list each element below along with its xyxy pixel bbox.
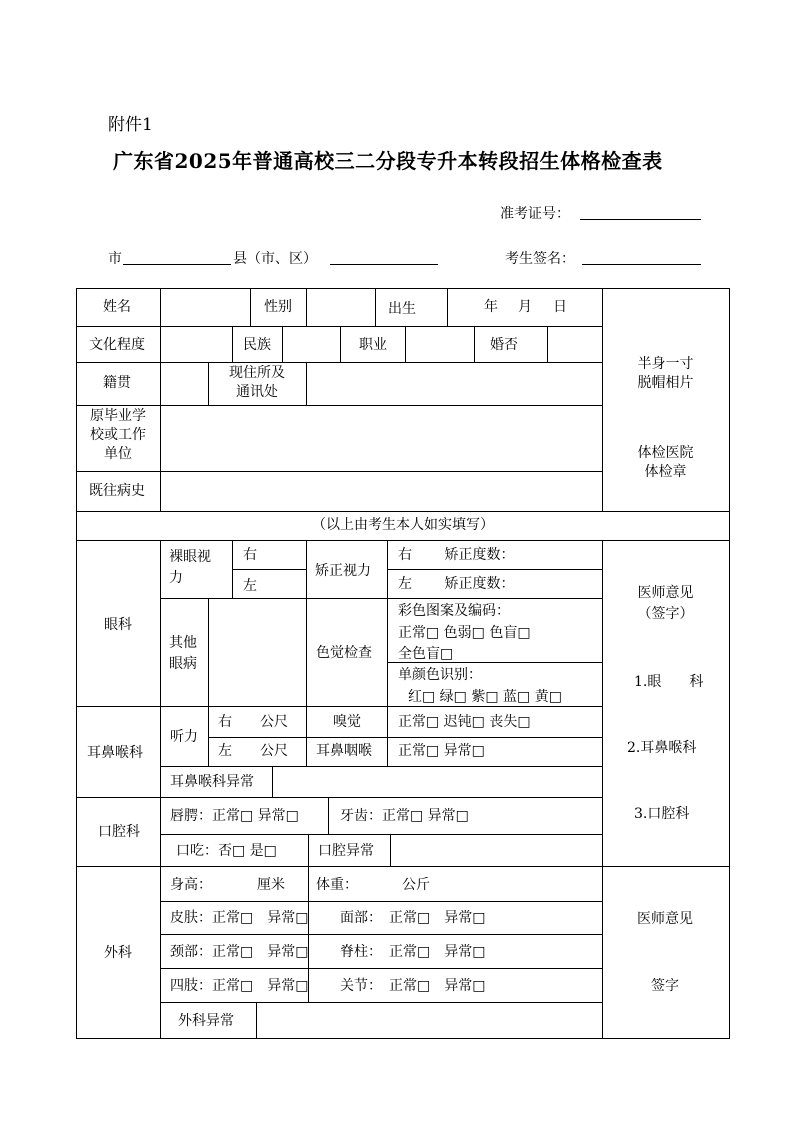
form-title: 广东省2025年普通高校三二分段专升本转段招生体格检查表 [113,149,663,173]
marital-label: 婚否 [490,337,518,353]
hearing-label: 听力 [170,729,198,745]
birth-year-label: 年 [484,299,498,315]
joints-options: 关节： 正常□ 异常□ [340,978,486,994]
ethnicity-label: 民族 [243,337,271,353]
limbs-options: 四肢：正常□ 异常□ [170,978,309,994]
throat-label: 耳鼻咽喉 [316,743,372,759]
ent-abnormal-label: 耳鼻喉科异常 [170,774,254,790]
city-field[interactable] [123,264,231,265]
exam-number-field[interactable] [580,219,701,220]
height-unit: 厘米 [257,877,285,893]
education-label: 文化程度 [89,337,145,353]
weight-unit: 公斤 [402,877,430,893]
birth-day-label: 日 [553,299,567,315]
weight-label: 体重： [316,877,358,893]
naked-left-label: 左 [243,578,257,594]
surgery-doctor-sign: 签字 [651,978,679,994]
school-label: 原毕业学 校或工作 单位 [90,408,146,462]
city-label: 市 [108,251,122,267]
color-vision-label: 色觉检查 [316,645,372,661]
photo-placeholder: 半身一寸 脱帽相片 [637,356,694,391]
oral-section-label: 口腔科 [98,824,140,840]
hospital-stamp-placeholder: 体检医院 体检章 [637,445,694,480]
self-fill-note: （以上由考生本人如实填写） [312,517,494,533]
right-correction-label: 右 矫正度数： [398,547,515,563]
lip-palate-options: 唇腭：正常□ 异常□ [170,808,299,824]
surgery-section-label: 外科 [104,945,132,961]
left-correction-label: 左 矫正度数： [398,576,515,592]
stutter-options: 口吃：否□ 是□ [176,843,277,859]
hearing-right-label: 右 公尺 [218,714,288,730]
birth-label: 出生 [388,301,416,317]
signature-label: 考生签名： [505,251,575,267]
smell-label: 嗅觉 [333,714,361,730]
county-label: 县（市、区） [233,251,317,267]
mono-color-block: 单颜色识别： 红□ 绿□ 紫□ 蓝□ 黄□ [398,667,562,705]
address-label: 现住所及 通讯处 [229,365,285,400]
teeth-options: 牙齿：正常□ 异常□ [340,808,469,824]
name-label: 姓名 [103,299,131,315]
skin-options: 皮肤：正常□ 异常□ [170,910,309,926]
attachment-label: 附件1 [108,115,153,135]
birth-month-label: 月 [518,299,532,315]
spine-options: 脊柱： 正常□ 异常□ [340,944,486,960]
face-options: 面部： 正常□ 异常□ [340,910,486,926]
height-label: 身高： [170,877,212,893]
smell-options: 正常□ 迟钝□ 丧失□ [398,714,531,730]
surgery-doctor-opinion: 医师意见 [637,911,693,927]
color-pattern-block: 彩色图案及编码： 正常□ 色弱□ 色盲□ 全色盲□ [398,603,531,663]
occupation-label: 职业 [359,337,387,353]
native-place-label: 籍贯 [103,375,131,391]
surgery-abnormal-label: 外科异常 [178,1013,234,1029]
doctor-ent-sign: 2.耳鼻喉科 [627,740,697,756]
corrected-vision-label: 矫正视力 [315,563,371,579]
oral-abnormal-label: 口腔异常 [318,843,374,859]
medical-history-label: 既往病史 [89,483,145,499]
hearing-left-label: 左 公尺 [218,743,288,759]
neck-options: 颈部：正常□ 异常□ [170,944,309,960]
doctor-opinion-block: 医师意见 （签字） [637,585,694,622]
naked-vision-label: 裸眼视 力 [169,549,211,586]
throat-options: 正常□ 异常□ [398,743,485,759]
signature-field[interactable] [582,264,701,265]
doctor-eye-sign: 1.眼 科 [634,674,704,690]
doctor-oral-sign: 3.口腔科 [634,806,690,822]
naked-right-label: 右 [243,547,257,563]
gender-label: 性别 [264,299,292,315]
ent-section-label: 耳鼻喉科 [87,745,143,761]
county-field[interactable] [330,264,438,265]
exam-number-label: 准考证号： [500,206,570,222]
eye-section-label: 眼科 [104,617,132,633]
other-eye-disease-label: 其他 眼病 [169,635,197,672]
